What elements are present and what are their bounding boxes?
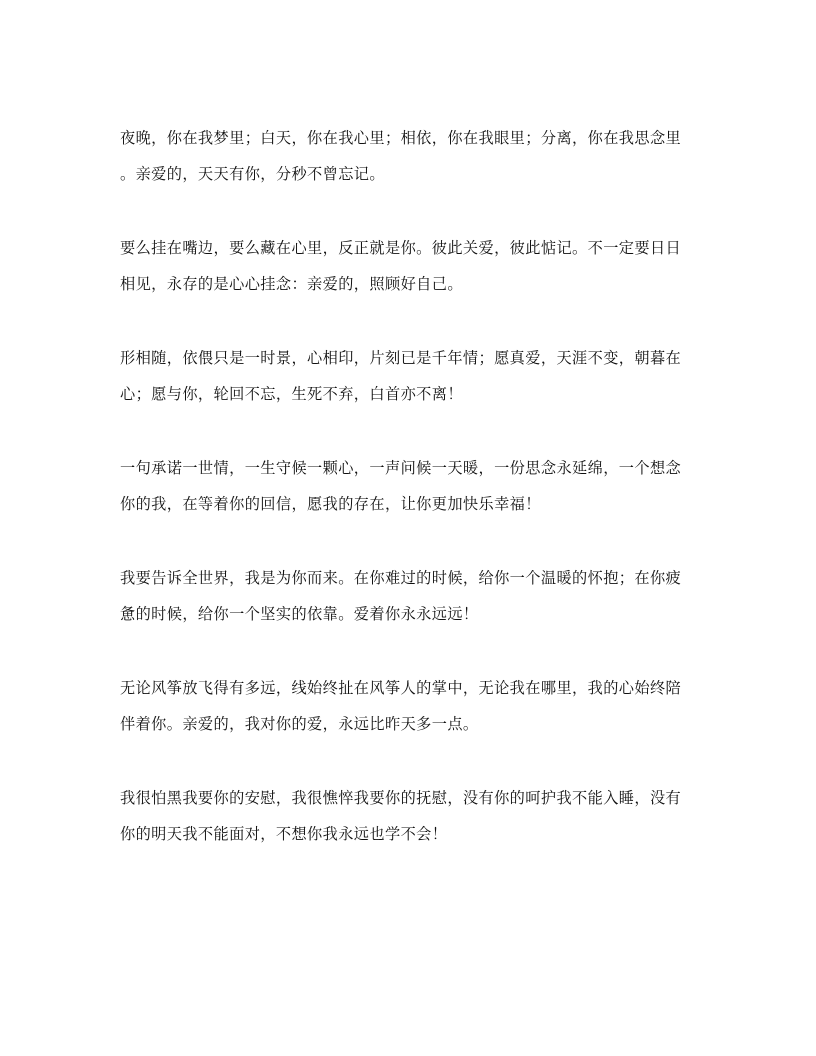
paragraph-line: 无论风筝放飞得有多远，线始终扯在风筝人的掌中，无论我在哪里，我的心始终陪 xyxy=(120,679,682,697)
paragraph-3 xyxy=(120,340,700,412)
paragraph-line: 夜晚，你在我梦里；白天，你在我心里；相依，你在我眼里；分离，你在我思念里 xyxy=(120,129,682,147)
paragraph-6 xyxy=(120,670,700,742)
paragraph-line: 要么挂在嘴边，要么藏在心里，反正就是你。彼此关爱，彼此惦记。不一定要日日 xyxy=(120,239,682,257)
paragraph-line: 我要告诉全世界，我是为你而来。在你难过的时候，给你一个温暖的怀抱；在你疲 xyxy=(120,569,682,587)
document-body xyxy=(120,120,700,890)
paragraph-line: 形相随，依偎只是一时景，心相印，片刻已是千年情；愿真爱，天涯不变，朝暮在 xyxy=(120,349,682,367)
paragraph-line: 伴着你。亲爱的，我对你的爱，永远比昨天多一点。 xyxy=(120,715,479,733)
paragraph-line: 心；愿与你，轮回不忘，生死不弃，白首亦不离！ xyxy=(120,385,463,403)
paragraph-4 xyxy=(120,450,700,522)
paragraph-7 xyxy=(120,780,700,852)
paragraph-line: 惫的时候，给你一个坚实的依靠。爱着你永永远远！ xyxy=(120,605,479,623)
paragraph-2 xyxy=(120,230,700,302)
paragraph-line: 相见，永存的是心心挂念：亲爱的，照顾好自己。 xyxy=(120,275,463,293)
paragraph-line: 你的我，在等着你的回信，愿我的存在，让你更加快乐幸福！ xyxy=(120,495,541,513)
paragraph-line: 你的明天我不能面对，不想你我永远也学不会！ xyxy=(120,825,448,843)
paragraph-5 xyxy=(120,560,700,632)
paragraph-line: 一句承诺一世情，一生守候一颗心，一声问候一天暖，一份思念永延绵，一个想念 xyxy=(120,459,682,477)
paragraph-1 xyxy=(120,120,700,192)
paragraph-line: 我很怕黑我要你的安慰，我很憔悴我要你的抚慰，没有你的呵护我不能入睡，没有 xyxy=(120,789,682,807)
paragraph-line: 。亲爱的，天天有你，分秒不曾忘记。 xyxy=(120,165,385,183)
